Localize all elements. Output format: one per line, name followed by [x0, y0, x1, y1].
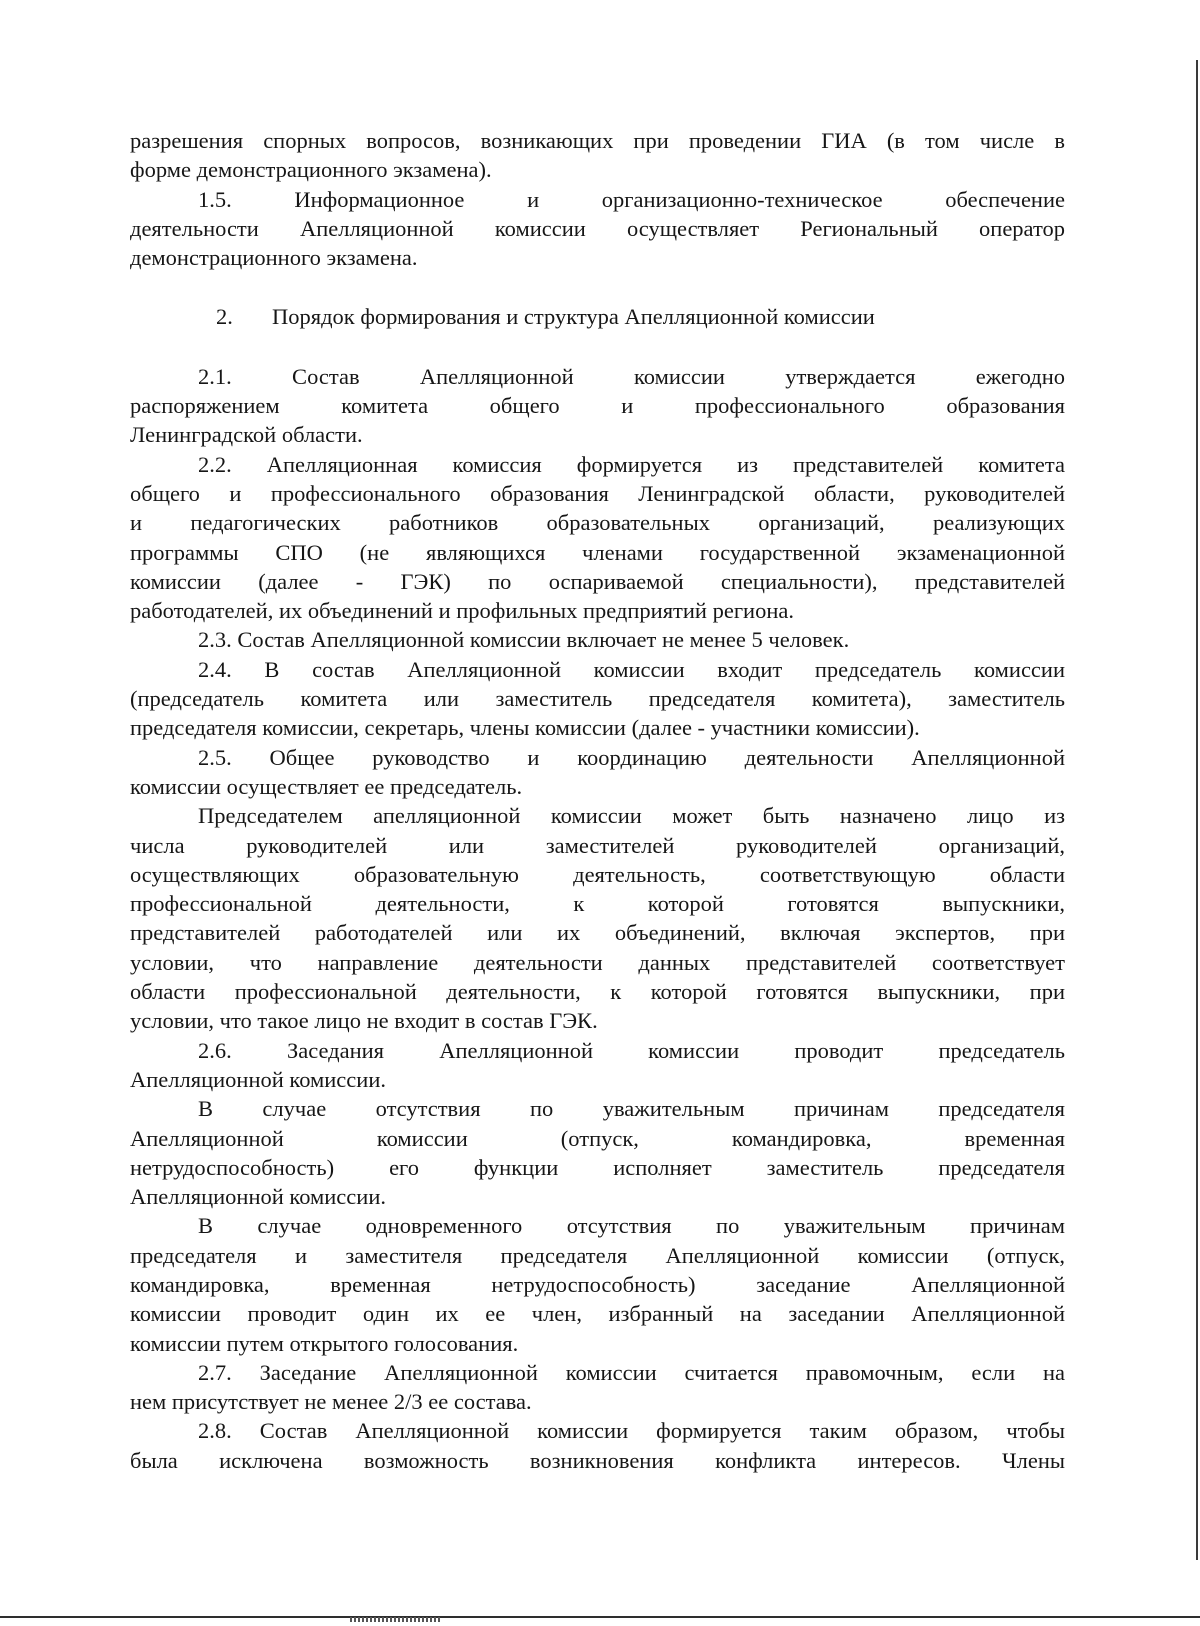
- text-line: командировка, временная нетрудоспособность) заседание Апелляционной: [130, 1271, 1065, 1297]
- text-line: профессиональной деятельности, к которой готовятся выпускники,: [130, 891, 1065, 917]
- text-line: условии, что такое лицо не входит в состав ГЭК.: [130, 1008, 598, 1034]
- section-title: Порядок формирования и структура Апелляционной комиссии: [272, 304, 875, 330]
- text-line: деятельности Апелляционной комиссии осуществляет Региональный оператор: [130, 215, 1065, 241]
- text-line: 2.2. Апелляционная комиссия формируется из представителей комитета: [198, 451, 1065, 477]
- text-line: комиссии осуществляет ее председатель.: [130, 773, 523, 799]
- text-line: 2.4. В состав Апелляционной комиссии входит председатель комиссии: [198, 656, 1065, 682]
- text-line: осуществляющих образовательную деятельность, соответствующую области: [130, 861, 1065, 887]
- text-line: работодателей, их объединений и профильных предприятий региона.: [130, 598, 795, 624]
- text-line: комиссии проводит один их ее член, избранный на заседании Апелляционной: [130, 1301, 1065, 1327]
- document-body: [130, 126, 1065, 1475]
- scan-edge-bottom: [0, 1616, 1200, 1618]
- text-line: 2.7. Заседание Апелляционной комиссии считается правомочным, если на: [198, 1359, 1065, 1385]
- text-line: Апелляционной комиссии.: [130, 1066, 386, 1092]
- text-line: условии, что направление деятельности данных представителей соответствует: [130, 949, 1065, 975]
- text-line: Апелляционной комиссии (отпуск, командировка, временная: [130, 1125, 1065, 1151]
- text-line: распоряжением комитета общего и профессионального образования: [130, 393, 1065, 419]
- text-line: 2.5. Общее руководство и координацию деятельности Апелляционной: [198, 744, 1065, 770]
- text-line: нем присутствует не менее 2/3 ее состава.: [130, 1389, 532, 1415]
- text-line: форме демонстрационного экзамена).: [130, 157, 492, 183]
- text-line: и педагогических работников образовательных организаций, реализующих: [130, 510, 1065, 536]
- text-line: программы СПО (не являющихся членами государственной экзаменационной: [130, 539, 1065, 565]
- section-number: 2.: [216, 304, 233, 330]
- text-line: 2.8. Состав Апелляционной комиссии формируется таким образом, чтобы: [198, 1418, 1065, 1444]
- section-heading: [130, 302, 1065, 331]
- text-line: 2.6. Заседания Апелляционной комиссии проводит председатель: [198, 1037, 1065, 1063]
- text-line: разрешения спорных вопросов, возникающих при проведении ГИА (в том числе в: [130, 128, 1065, 153]
- text-line: комиссии путем открытого голосования.: [130, 1330, 519, 1356]
- text-line: была исключена возможность возникновения конфликта интересов. Члены: [130, 1447, 1065, 1473]
- text-line: комиссии (далее - ГЭК) по оспариваемой специальности), представителей: [130, 568, 1065, 594]
- text-line: нетрудоспособность) его функции исполняет заместитель председателя: [130, 1154, 1065, 1180]
- text-line: числа руководителей или заместителей руководителей организаций,: [130, 832, 1065, 858]
- text-line: Председателем апелляционной комиссии может быть назначено лицо из: [198, 803, 1065, 829]
- text-line: (председатель комитета или заместитель председателя комитета), заместитель: [130, 686, 1065, 712]
- scan-edge-right: [1196, 60, 1198, 1560]
- text-line: демонстрационного экзамена.: [130, 245, 418, 271]
- text-line: Апелляционной комиссии.: [130, 1184, 386, 1210]
- text-line: 1.5. Информационное и организационно-техническое обеспечение: [198, 186, 1065, 212]
- text-line: председателя и заместителя председателя Апелляционной комиссии (отпуск,: [130, 1242, 1065, 1268]
- text-line: председателя комиссии, секретарь, члены комиссии (далее - участники комиссии).: [130, 715, 920, 741]
- text-line: В случае отсутствия по уважительным причинам председателя: [198, 1096, 1065, 1122]
- text-line: 2.1. Состав Апелляционной комиссии утверждается ежегодно: [198, 363, 1065, 389]
- text-line: Ленинградской области.: [130, 422, 363, 448]
- text-line: области профессиональной деятельности, к которой готовятся выпускники, при: [130, 979, 1065, 1005]
- text-line: общего и профессионального образования Ленинградской области, руководителей: [130, 480, 1065, 506]
- text-line: 2.3. Состав Апелляционной комиссии включает не менее 5 человек.: [198, 627, 850, 653]
- text-line: представителей работодателей или их объединений, включая экспертов, при: [130, 920, 1065, 946]
- text-line: В случае одновременного отсутствия по уважительным причинам: [198, 1213, 1065, 1239]
- scan-artifact: [350, 1617, 440, 1622]
